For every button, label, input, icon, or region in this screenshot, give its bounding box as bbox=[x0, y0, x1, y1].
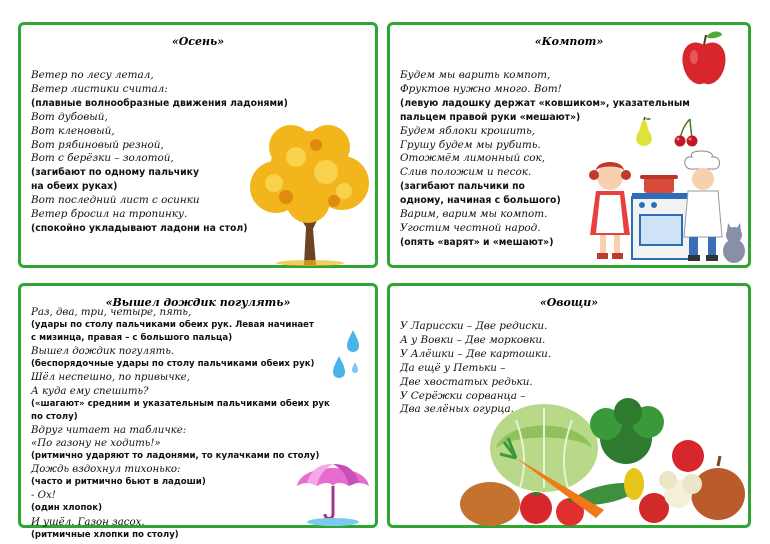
instruction-line: (опять «варят» и «мешают») bbox=[400, 236, 554, 248]
instruction-line: (загибают пальчики по bbox=[400, 181, 525, 193]
verse-line: Два зелёных огурца. bbox=[400, 403, 514, 416]
verse-line: У Серёжки сорванца – bbox=[400, 389, 526, 402]
verse-line: Будем мы варить компот, bbox=[400, 69, 551, 81]
card-title: «Овощи» bbox=[539, 296, 599, 309]
card-rain bbox=[18, 283, 378, 540]
verse-line: Вот последний лист с осинки bbox=[31, 194, 200, 207]
card-vegetables bbox=[387, 283, 751, 528]
instruction-line: (плавные волнообразные движения ладонями) bbox=[31, 97, 288, 109]
card-autumn bbox=[18, 22, 378, 268]
verse-line: А у Вовки – Две морковки. bbox=[400, 333, 546, 346]
card-title: «Осень» bbox=[171, 35, 225, 48]
verse-line: Дождь вздохнул тихонько: bbox=[31, 464, 181, 476]
verse-line: Ветер листики считал: bbox=[31, 82, 168, 95]
instruction-line: (спокойно укладывают ладони на стол) bbox=[31, 222, 248, 234]
verse-line: Вышел дождик погулять. bbox=[31, 346, 175, 358]
verse-line: И ушёл. Газон засох. bbox=[31, 516, 145, 528]
kids-cooking-image bbox=[582, 149, 748, 267]
card-title: «Вышел дождик погулять» bbox=[105, 296, 291, 309]
instruction-line: (загибают по одному пальчику bbox=[31, 167, 200, 179]
instruction-line: (удары по столу пальчиками обеих рук. Левая начинает bbox=[31, 320, 314, 331]
instruction-line: с мизинца, правая – с большого пальца) bbox=[31, 333, 233, 344]
verse-line: У Алёшки – Две картошки. bbox=[400, 347, 552, 360]
instruction-line: одному, начиная с большого) bbox=[400, 195, 561, 207]
verse-line: А куда ему спешить? bbox=[31, 385, 149, 397]
verse-line: Отожмём лимонный сок, bbox=[400, 152, 546, 165]
instruction-line: (часто и ритмично бьют в ладоши) bbox=[31, 477, 206, 488]
pear-icon bbox=[633, 117, 655, 147]
verse-line: Вот кленовый, bbox=[31, 124, 115, 137]
verse-line: Будем яблоки крошить, bbox=[400, 124, 536, 137]
verse-line: Угостим честной народ. bbox=[400, 221, 541, 234]
verse-line: Вот с берёзки – золотой, bbox=[31, 152, 174, 165]
verse-line: «По газону не ходить!» bbox=[31, 437, 161, 449]
instruction-line: (беспорядочные удары по столу пальчиками обеих рук) bbox=[31, 359, 315, 370]
verse-line: У Ларисски – Две редиски. bbox=[400, 320, 548, 332]
verse-line: Слив положим и песок. bbox=[400, 166, 532, 179]
verse-line: Вот рябиновый резной, bbox=[31, 138, 164, 151]
instruction-line: («шагают» средним и указательным пальчиками обеих рук bbox=[31, 398, 330, 409]
umbrella-icon bbox=[293, 452, 373, 526]
verse-line: Варим, варим мы компот. bbox=[400, 208, 548, 221]
verse-line: Шёл неспешно, по привычке, bbox=[31, 372, 190, 384]
instruction-line: (ритмично ударяют то ладонями, то кулачками по столу) bbox=[31, 451, 320, 462]
instruction-line: по столу) bbox=[31, 411, 78, 422]
verse-line: Ветер по лесу летал, bbox=[31, 69, 154, 81]
instruction-line: на обеих руках) bbox=[31, 181, 118, 193]
verse-line: Грушу будем мы рубить. bbox=[400, 138, 541, 151]
verse-line: Вот дубовый, bbox=[31, 110, 108, 123]
instruction-line: (ритмичные хлопки по столу) bbox=[31, 529, 179, 540]
verse-line: Раз, два, три, четыре, пять, bbox=[31, 307, 192, 318]
verse-line: Две хвостатых редьки. bbox=[400, 375, 533, 388]
instruction-line: (левую ладошку держат «ковшиком», указательным bbox=[400, 97, 690, 109]
verse-line: Вдруг читает на табличке: bbox=[31, 424, 187, 436]
cherries-icon bbox=[672, 117, 700, 147]
raindrops-icon bbox=[327, 328, 367, 384]
verse-line: Ветер бросил на тропинку. bbox=[31, 208, 188, 221]
vegetables-image bbox=[456, 398, 748, 526]
poem-text bbox=[31, 306, 330, 542]
verse-line: - Ох! bbox=[31, 490, 56, 502]
card-kompot bbox=[387, 22, 751, 268]
instruction-line: пальцем правой руки «мешают») bbox=[400, 111, 581, 123]
verse-line: Да ещё у Петьки – bbox=[400, 361, 506, 374]
autumn-tree-image bbox=[246, 117, 372, 265]
card-title: «Компот» bbox=[534, 35, 604, 48]
instruction-line: (один хлопок) bbox=[31, 503, 103, 514]
apple-icon bbox=[680, 29, 728, 87]
verse-line: Фруктов нужно много. Вот! bbox=[400, 82, 562, 95]
